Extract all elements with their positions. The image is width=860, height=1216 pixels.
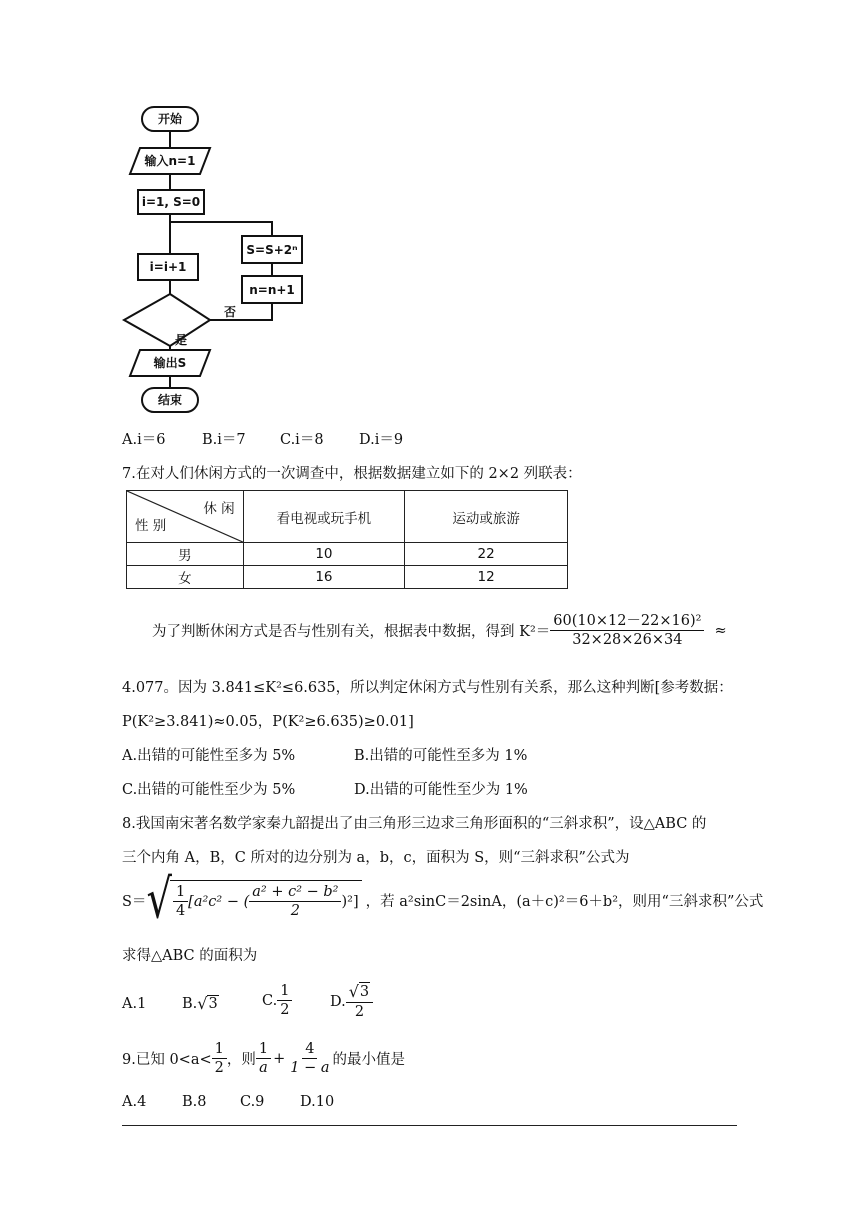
svg-text:i=i+1: i=i+1 xyxy=(149,260,187,274)
q9-half xyxy=(212,1040,227,1077)
q7-para1-text: 为了判断休闲方式是否与性别有关，根据表中数据，得到 K²＝ xyxy=(152,624,551,641)
q8-option-d[interactable]: D. √ 3 2 xyxy=(330,982,373,1021)
k2-numerator: 60(10×12－22×16)² xyxy=(550,612,704,631)
q8-option-c-prefix: C. xyxy=(262,992,278,1009)
q8-option-d-radicand: 3 xyxy=(359,984,370,1001)
q9-mid: ，则 xyxy=(226,1052,256,1069)
q9-term1-den: a xyxy=(259,1060,268,1077)
q8-condition: ，若 a²sinC＝2sinA，(a＋c)²＝6＋b²，则用“三斜求积”公式 xyxy=(365,893,764,910)
q9-plus: + xyxy=(273,1050,286,1067)
q7-option-c[interactable]: C.出错的可能性至少为 5% xyxy=(122,782,296,798)
q8-options xyxy=(122,982,422,1026)
incr-i-node xyxy=(138,254,198,280)
corner-bottom-label: 性 别 xyxy=(135,518,167,534)
svg-text:结束: 结束 xyxy=(157,393,183,407)
q7-option-b[interactable]: B.出错的可能性至多为 1% xyxy=(354,748,528,764)
q9-term2-num: 4 xyxy=(302,1040,317,1059)
svg-text:i=1, S=0: i=1, S=0 xyxy=(141,195,201,209)
q8-option-c-den: 2 xyxy=(280,1002,290,1019)
q8-line2: 三个内角 A，B，C 所对的边分别为 a，b，c，面积为 S，则“三斜求积”公式为 xyxy=(122,850,630,866)
q9-option-d[interactable]: D.10 xyxy=(300,1094,335,1110)
cell-male-tv: 10 xyxy=(243,543,405,566)
q6-option-b[interactable]: B.i＝7 xyxy=(202,432,246,448)
update-n-node xyxy=(242,276,302,303)
q9-prefix: 9.已知 0<a< xyxy=(122,1052,212,1069)
q7-para3: P(K²≥3.841)≈0.05，P(K²≥6.635)≥0.01] xyxy=(122,714,414,730)
k2-denominator: 32×28×26×34 xyxy=(572,632,683,649)
table-row xyxy=(127,543,568,566)
sqrt-sign: √ xyxy=(146,869,172,932)
sanxie-formula xyxy=(146,869,361,932)
row-label-male: 男 xyxy=(127,543,244,566)
update-s-node xyxy=(242,236,302,263)
q9-term1 xyxy=(256,1040,271,1077)
q7-stem: 7.在对人们休闲方式的一次调查中，根据数据建立如下的 2×2 列联表： xyxy=(122,466,582,482)
q8-formula-line xyxy=(122,869,764,932)
k2-formula xyxy=(550,612,704,649)
q7-option-a[interactable]: A.出错的可能性至多为 5% xyxy=(122,748,296,764)
bracket-close: )²] xyxy=(341,893,359,910)
q8-option-d-prefix: D. xyxy=(330,993,346,1010)
q9-term1-num: 1 xyxy=(256,1040,271,1059)
inner-den: 2 xyxy=(290,903,300,920)
q8-option-c-num: 1 xyxy=(277,982,292,1001)
svg-text:开始: 开始 xyxy=(157,112,183,126)
quarter-den: 4 xyxy=(175,903,186,920)
q6-option-d[interactable]: D.i＝9 xyxy=(359,432,404,448)
table-header-col2: 运动或旅游 xyxy=(405,491,568,543)
q9-term2 xyxy=(287,1040,332,1077)
corner-top-label: 休 闲 xyxy=(203,501,235,517)
inner-fraction xyxy=(249,883,341,920)
flowchart xyxy=(110,98,310,423)
footer-divider xyxy=(122,1125,737,1126)
q7-para1 xyxy=(152,612,727,649)
yes-label: 是 xyxy=(175,333,188,347)
q9-option-c[interactable]: C.9 xyxy=(240,1094,265,1110)
q7-option-d[interactable]: D.出错的可能性至少为 1% xyxy=(354,782,528,798)
q6-option-a[interactable]: A.i＝6 xyxy=(122,432,166,448)
q9-option-a[interactable]: A.4 xyxy=(122,1094,147,1110)
row-label-female: 女 xyxy=(127,566,244,589)
start-node xyxy=(142,107,198,131)
svg-text:输入n=1: 输入n=1 xyxy=(144,154,196,168)
s-equals: S＝ xyxy=(122,893,147,910)
decision-node xyxy=(124,294,210,346)
q8-option-a[interactable]: A.1 xyxy=(122,996,147,1012)
table-row xyxy=(127,566,568,589)
q8-line1: 8.我国南宋著名数学家秦九韶提出了由三角形三边求三角形面积的“三斜求积”，设△ABC 的 xyxy=(122,816,707,832)
q8-option-c[interactable] xyxy=(262,982,292,1019)
svg-text:n=n+1: n=n+1 xyxy=(249,283,295,297)
q9-suffix: 的最小值是 xyxy=(332,1052,405,1069)
cell-male-sport: 22 xyxy=(405,543,568,566)
table-header-col1: 看电视或玩手机 xyxy=(243,491,405,543)
contingency-table xyxy=(126,490,568,589)
bracket-open: [a²c² − ( xyxy=(188,893,250,910)
output-node xyxy=(130,350,210,376)
q9-half-num: 1 xyxy=(212,1040,227,1059)
init-node xyxy=(138,190,204,214)
q8-option-b-radicand: 3 xyxy=(208,996,218,1012)
q7-para2: 4.077。因为 3.841≤K²≤6.635，所以判定休闲方式与性别有关系，那么这种判断[参考数据： xyxy=(122,680,733,696)
svg-text:输出S: 输出S xyxy=(153,356,187,370)
quarter-num: 1 xyxy=(173,883,188,902)
q8-option-d-den: 2 xyxy=(354,1004,365,1021)
q9-term2-den: 1 − a xyxy=(290,1060,330,1077)
cell-female-tv: 16 xyxy=(243,566,405,589)
q9-line xyxy=(122,1040,405,1077)
svg-text:S=S+2ⁿ: S=S+2ⁿ xyxy=(246,243,298,257)
q8-option-b-prefix: B. xyxy=(182,995,198,1012)
table-corner-cell xyxy=(127,491,244,543)
q8-line4: 求得△ABC 的面积为 xyxy=(122,948,258,964)
q6-option-c[interactable]: C.i＝8 xyxy=(280,432,324,448)
end-node xyxy=(142,388,198,412)
inner-num: a² + c² − b² xyxy=(249,883,341,902)
cell-female-sport: 12 xyxy=(405,566,568,589)
q9-half-den: 2 xyxy=(214,1060,224,1077)
quarter-fraction xyxy=(173,883,188,920)
q9-option-b[interactable]: B.8 xyxy=(182,1094,207,1110)
approx-sign: ≈ xyxy=(714,622,727,639)
q8-option-b[interactable]: B. √ 3 xyxy=(182,994,218,1013)
no-label: 否 xyxy=(224,305,237,319)
input-node xyxy=(130,148,210,174)
